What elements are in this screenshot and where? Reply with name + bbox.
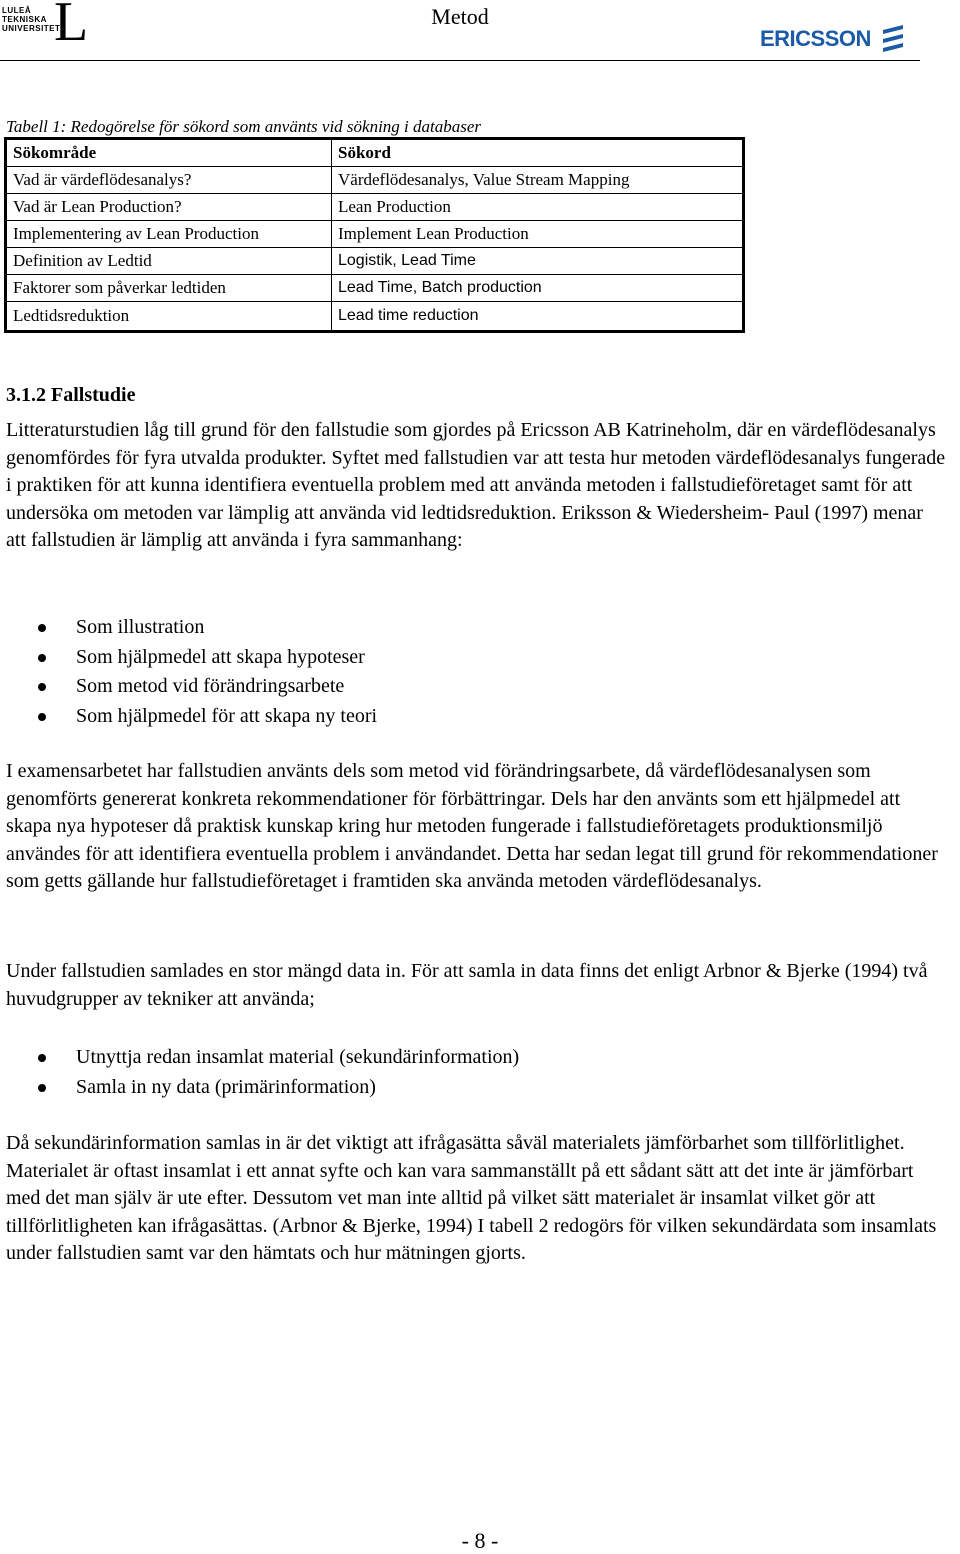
bullet-icon xyxy=(38,683,46,691)
table-cell: Logistik, Lead Time xyxy=(332,248,743,275)
table-cell: Värdeflödesanalys, Value Stream Mapping xyxy=(332,167,743,194)
list-item: Som hjälpmedel för att skapa ny teori xyxy=(38,702,377,732)
header-title: Metod xyxy=(431,4,489,29)
page-number: - 8 - xyxy=(461,1528,499,1553)
section-heading: 3.1.2 Fallstudie xyxy=(6,384,136,406)
paragraph: Under fallstudien samlades en stor mängd data in. För att samla in data finns det enligt Arbnor & Bjerke (1994) två huvudgrupper av tekniker att använda; xyxy=(6,960,928,1010)
list-item: Samla in ny data (primärinformation) xyxy=(38,1073,519,1103)
list-item: Som metod vid förändringsarbete xyxy=(38,672,377,702)
table-header-cell: Sökord xyxy=(332,140,743,167)
table-row xyxy=(7,275,743,302)
bullet-icon xyxy=(38,624,46,632)
search-terms-table xyxy=(6,139,743,331)
table-caption: Tabell 1: Redogörelse för sökord som använts vid sökning i databaser xyxy=(6,117,482,136)
list-item: Som illustration xyxy=(38,613,377,643)
table-cell: Ledtidsreduktion xyxy=(7,302,332,331)
ltu-logo-line-1: LULEÅ xyxy=(2,6,32,15)
table-row xyxy=(7,248,743,275)
table-header-cell: Sökområde xyxy=(7,140,332,167)
ericsson-mark-icon xyxy=(880,22,906,52)
table-cell: Vad är värdeflödesanalys? xyxy=(7,167,332,194)
table-cell: Lean Production xyxy=(332,194,743,221)
paragraph: Litteraturstudien låg till grund för den fallstudie som gjordes på Ericsson AB Katrineholm, där en värdeflödesanalys genomfördes för fyra utvalda produkter. Syftet med fallstudien var att testa hur metoden värdeflödesanalys fungerade i praktiken för att kunna identifiera eventuella problem med att använda metoden i fallstudieföretaget samt för att undersöka om metoden var lämplig att använda vid ledtidsreduktion. Eriksson & Wiedersheim- Paul (1997) menar att fallstudien är lämplig att använda i fyra sammanhang: xyxy=(6,419,946,552)
table-cell: Vad är Lean Production? xyxy=(7,194,332,221)
header-divider xyxy=(0,60,920,61)
table-cell: Implementering av Lean Production xyxy=(7,221,332,248)
page-header xyxy=(0,0,960,62)
list-item: Som hjälpmedel att skapa hypoteser xyxy=(38,643,377,673)
table-row xyxy=(7,221,743,248)
ltu-logo-line-3: UNIVERSITET xyxy=(2,24,61,33)
paragraph: I examensarbetet har fallstudien använts dels som metod vid förändringsarbete, då värdeflödesanalysen som genomförts genererat konkreta rekommendationer för förbättringar. Dels har den använts som ett hjälpmedel att skapa nya hypoteser då praktisk kunskap kring hur metoden fungerade i fallstudieföretagets produktionsmiljö användes för att identifiera eventuella problem i användandet. Detta har sedan legat till grund för rekommendationer som getts gällande hur fallstudieföretaget i framtiden ska använda metoden värdeflödesanalys. xyxy=(6,760,938,893)
ericsson-logo: ERICSSON xyxy=(760,26,871,51)
bullet-icon xyxy=(38,654,46,662)
table-cell: Definition av Ledtid xyxy=(7,248,332,275)
bullet-icon xyxy=(38,1084,46,1092)
bullet-icon xyxy=(38,1054,46,1062)
table-cell: Implement Lean Production xyxy=(332,221,743,248)
bullet-list-techniques xyxy=(38,1043,519,1102)
bullet-icon xyxy=(38,713,46,721)
table-cell: Lead Time, Batch production xyxy=(332,275,743,302)
paragraph: Då sekundärinformation samlas in är det viktigt att ifrågasätta såväl materialets jämförbarhet som tillförlitlighet. Materialet är oftast insamlat i ett annat syfte och kan vara sammanställt på ett sådant sätt att det inte är jämförbart med det man själv är ute efter. Dessutom vet man inte alltid på vilket sätt materialet är insamlat vilket gör att tillförlitligheten kan ifrågasättas. (Arbnor & Bjerke, 1994) I tabell 2 redogörs för vilken sekundärdata som insamlats under fallstudien samt var den hämtats och hur mätningen gjorts. xyxy=(6,1132,937,1265)
ltu-logo-letter: L xyxy=(54,0,89,53)
table-row xyxy=(7,194,743,221)
ltu-logo-line-2: TEKNISKA xyxy=(2,15,47,24)
table-row xyxy=(7,302,743,331)
bullet-list-contexts xyxy=(38,613,377,731)
table-cell: Lead time reduction xyxy=(332,302,743,331)
table-cell: Faktorer som påverkar ledtiden xyxy=(7,275,332,302)
table-row xyxy=(7,167,743,194)
table-header-row xyxy=(7,140,743,167)
list-item: Utnyttja redan insamlat material (sekundärinformation) xyxy=(38,1043,519,1073)
